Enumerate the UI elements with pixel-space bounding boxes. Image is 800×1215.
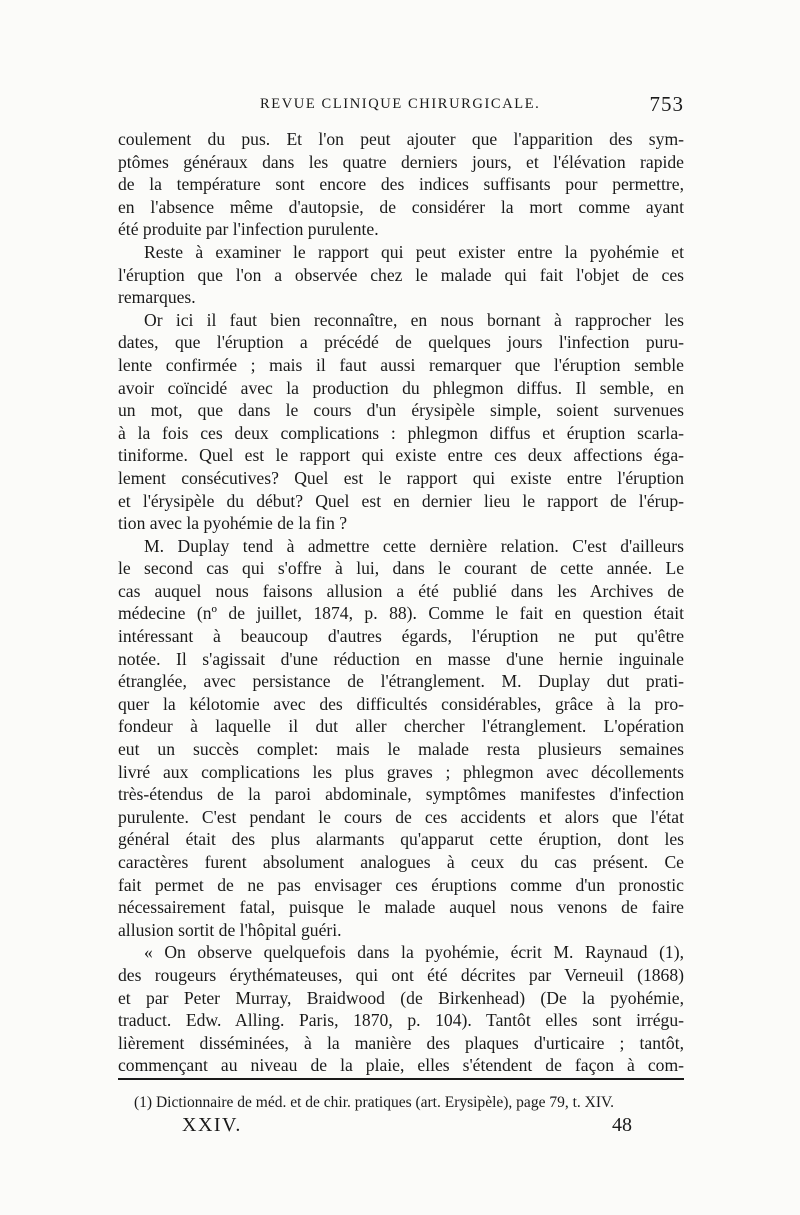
text-line: nécessairement fatal, puisque le malade auquel nous venons de faire bbox=[118, 897, 684, 918]
paragraph bbox=[118, 535, 684, 942]
paragraph bbox=[118, 941, 684, 1077]
text-line: fait permet de ne pas envisager ces éruptions comme d'un pronostic bbox=[118, 874, 684, 895]
paragraph bbox=[118, 241, 684, 309]
text-line: avoir coïncidé avec la production du phlegmon diffus. Il semble, en bbox=[118, 377, 684, 398]
text-line: l'éruption que l'on a observée chez le malade qui fait l'objet de ces bbox=[118, 264, 684, 285]
paragraph bbox=[118, 128, 684, 241]
text-line: fondeur à laquelle il dut aller chercher l'étranglement. L'opération bbox=[118, 716, 684, 737]
signature-sheet: 48 bbox=[612, 1114, 632, 1136]
text-line: notée. Il s'agissait d'une réduction en masse d'une hernie inguinale bbox=[118, 648, 684, 669]
text-line: M. Duplay tend à admettre cette dernière relation. C'est d'ailleurs bbox=[144, 535, 684, 556]
text-line: lièrement disséminées, à la manière des plaques d'urticaire ; tantôt, bbox=[118, 1032, 684, 1053]
text-line: ptômes généraux dans les quatre derniers jours, et l'élévation rapide bbox=[118, 151, 684, 172]
text-line: Reste à examiner le rapport qui peut exister entre la pyohémie et bbox=[144, 241, 684, 262]
text-line: traduct. Edw. Alling. Paris, 1870, p. 104). Tantôt elles sont irrégu- bbox=[118, 1010, 684, 1031]
text-line: et l'érysipèle du début? Quel est en dernier lieu le rapport de l'érup- bbox=[118, 490, 684, 511]
text-line: en l'absence même d'autopsie, de considérer la mort comme ayant bbox=[118, 196, 684, 217]
text-line: « On observe quelquefois dans la pyohémie, écrit M. Raynaud (1), bbox=[144, 942, 684, 963]
text-line: allusion sortit de l'hôpital guéri. bbox=[118, 919, 342, 940]
running-head: REVUE CLINIQUE CHIRURGICALE. bbox=[260, 96, 541, 112]
text-line: Or ici il faut bien reconnaître, en nous bornant à rapprocher les bbox=[144, 309, 684, 330]
text-line: un mot, que dans le cours d'un érysipèle simple, soient survenues bbox=[118, 400, 684, 421]
paragraph bbox=[118, 309, 684, 535]
text-line: et par Peter Murray, Braidwood (de Birkenhead) (De la pyohémie, bbox=[118, 987, 684, 1008]
footnote-divider bbox=[118, 1078, 684, 1080]
text-line: tiniforme. Quel est le rapport qui existe entre ces deux affections éga- bbox=[118, 445, 684, 466]
text-line: eut un succès complet: mais le malade resta plusieurs semaines bbox=[118, 739, 684, 760]
text-line: livré aux complications les plus graves ; phlegmon avec décollements bbox=[118, 761, 684, 782]
text-line: de la température sont encore des indices suffisants pour permettre, bbox=[118, 174, 684, 195]
page-number: 753 bbox=[649, 92, 684, 116]
body-text bbox=[118, 128, 684, 1077]
text-line: lente confirmée ; mais il faut aussi remarquer que l'éruption semble bbox=[118, 354, 684, 375]
text-line: général était des plus alarmants qu'apparut cette éruption, dont les bbox=[118, 829, 684, 850]
text-line: des rougeurs érythémateuses, qui ont été décrites par Verneuil (1868) bbox=[118, 964, 684, 985]
text-line: intéressant à beaucoup d'autres égards, l'éruption ne put qu'être bbox=[118, 626, 684, 647]
text-line: lement consécutives? Quel est le rapport qui existe entre l'éruption bbox=[118, 467, 684, 488]
text-line: commençant au niveau de la plaie, elles s'étendent de façon à com- bbox=[118, 1055, 684, 1076]
text-line: très-étendus de la paroi abdominale, symptômes manifestes d'infection bbox=[118, 784, 684, 805]
text-line: à la fois ces deux complications : phlegmon diffus et éruption scarla- bbox=[118, 422, 684, 443]
signature-volume: XXIV. bbox=[182, 1114, 242, 1136]
text-line: caractères furent absolument analogues à ceux du cas présent. Ce bbox=[118, 852, 684, 872]
text-line: tion avec la pyohémie de la fin ? bbox=[118, 513, 348, 534]
text-line: été produite par l'infection purulente. bbox=[118, 219, 379, 240]
page-header bbox=[118, 92, 684, 120]
text-line: médecine (nº de juillet, 1874, p. 88). Comme le fait en question était bbox=[118, 603, 684, 624]
text-line: le second cas qui s'offre à lui, dans le courant de cette année. Le bbox=[118, 558, 684, 579]
text-line: coulement du pus. Et l'on peut ajouter que l'apparition des sym- bbox=[118, 129, 684, 149]
text-line: cas auquel nous faisons allusion a été publié dans les Archives de bbox=[118, 580, 684, 601]
text-line: remarques. bbox=[118, 287, 196, 308]
text-line: étranglée, avec persistance de l'étranglement. M. Duplay dut prati- bbox=[118, 671, 684, 692]
footnote: (1) Dictionnaire de méd. et de chir. pratiques (art. Erysipèle), page 79, t. XIV. bbox=[134, 1094, 615, 1111]
text-line: dates, que l'éruption a précédé de quelques jours l'infection puru- bbox=[118, 332, 684, 353]
text-line: quer la kélotomie avec des difficultés considérables, grâce à la pro- bbox=[118, 693, 684, 714]
text-line: purulente. C'est pendant le cours de ces accidents et alors que l'état bbox=[118, 806, 684, 827]
